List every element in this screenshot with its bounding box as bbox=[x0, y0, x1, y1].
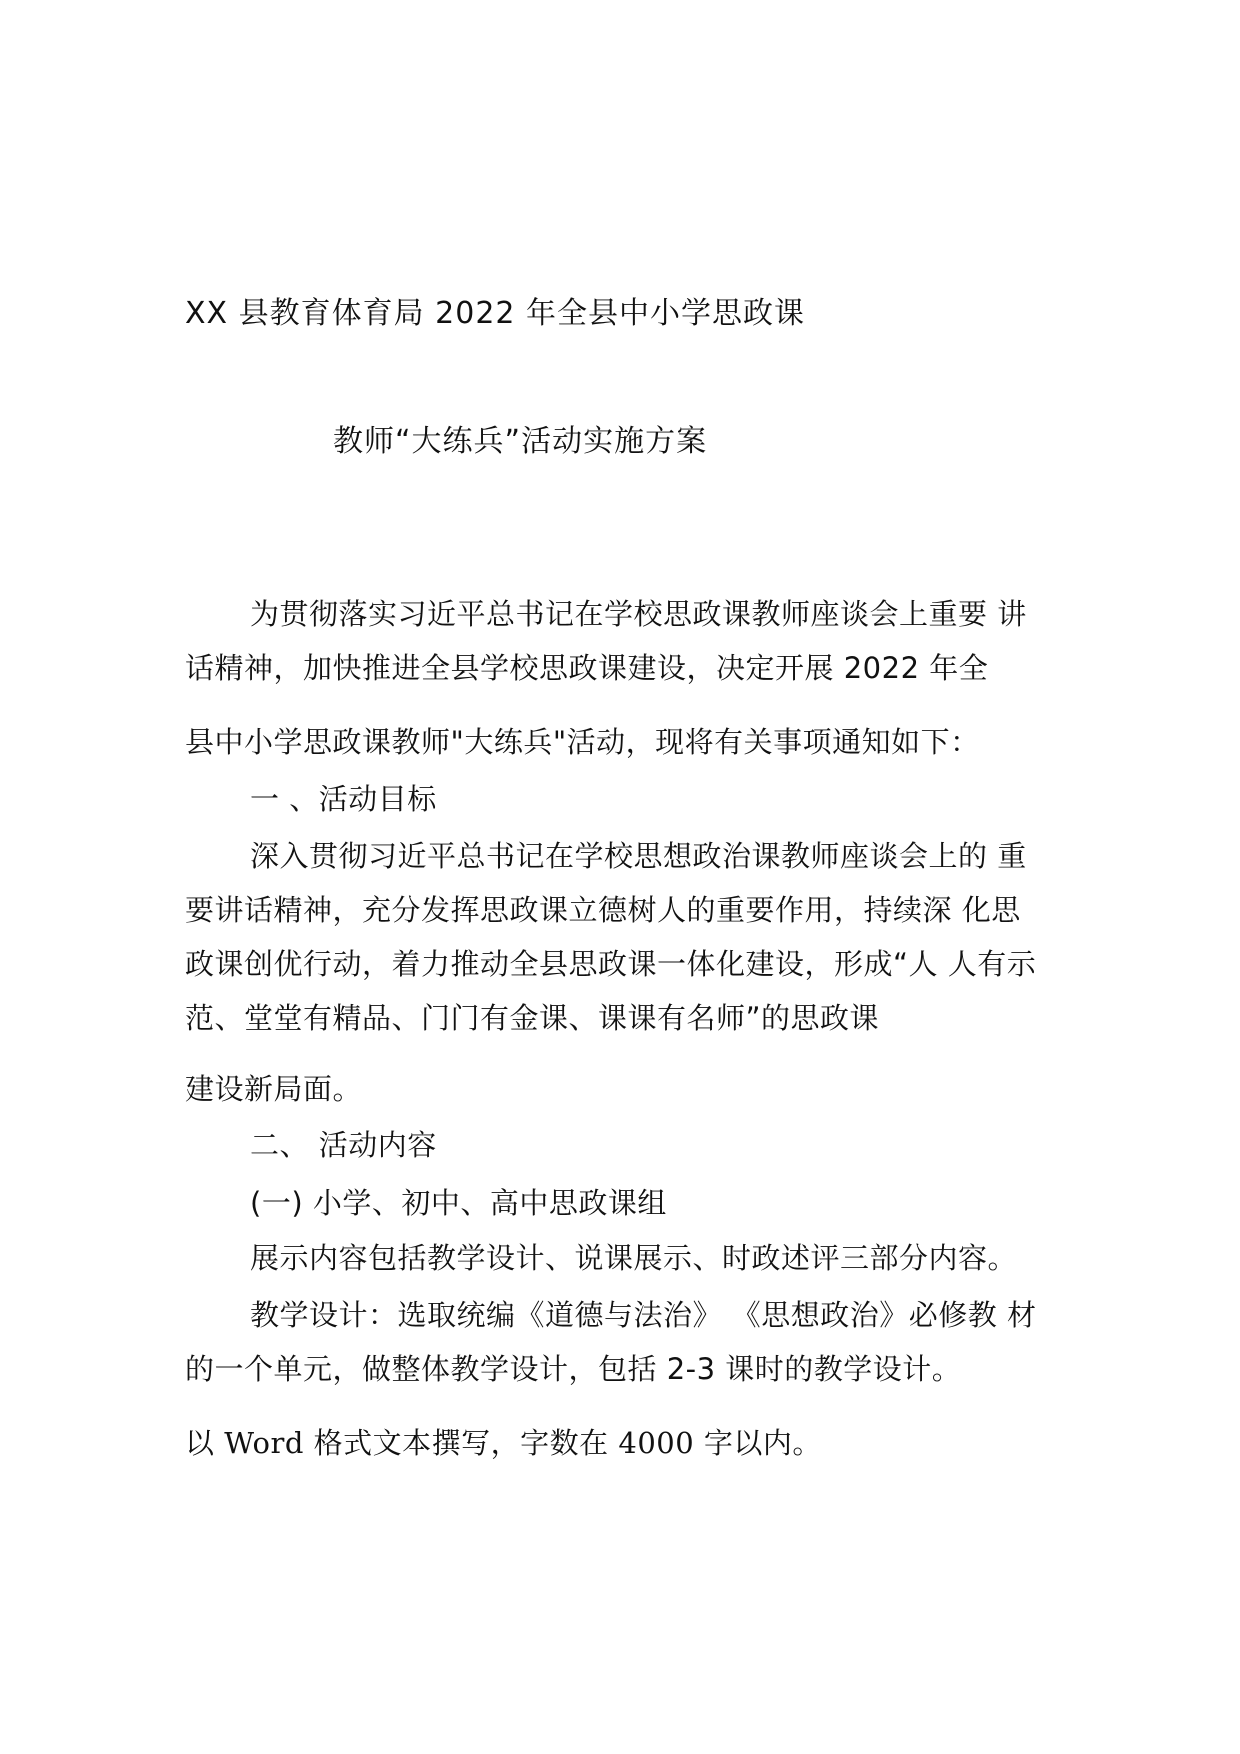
section-heading: 一 、活动目标 bbox=[250, 782, 437, 816]
body-line: 展示内容包括教学设计、说课展示、时政述评三部分内容。 bbox=[250, 1241, 1018, 1275]
body-line: 教学设计：选取统编《道德与法治》 《思想政治》必修教 材 bbox=[250, 1298, 1037, 1332]
body-line: 要讲话精神，充分发挥思政课立德树人的重要作用，持续深 化思 bbox=[185, 893, 1021, 927]
body-line: 范、堂堂有精品、门门有金课、课课有名师”的思政课 bbox=[185, 1001, 880, 1035]
body-line: 政课创优行动，着力推动全县思政课一体化建设，形成“人 人有示 bbox=[185, 947, 1037, 981]
body-line: 的一个单元，做整体教学设计，包括 2-3 课时的教学设计。 bbox=[185, 1352, 962, 1386]
document-title-line-1: XX 县教育体育局 2022 年全县中小学思政课 bbox=[185, 296, 806, 331]
body-line: 深入贯彻习近平总书记在学校思想政治课教师座谈会上的 重 bbox=[250, 839, 1027, 873]
body-line: 建设新局面。 bbox=[185, 1072, 363, 1106]
section-heading: 二、 活动内容 bbox=[250, 1128, 437, 1162]
document-title-line-2: 教师“大练兵”活动实施方案 bbox=[333, 424, 708, 459]
body-line: 以 Word 格式文本撰写，字数在 4000 字以内。 bbox=[185, 1426, 822, 1460]
body-line: 为贯彻落实习近平总书记在学校思政课教师座谈会上重要 讲 bbox=[250, 597, 1027, 631]
subsection-heading: (一) 小学、初中、高中思政课组 bbox=[250, 1186, 667, 1220]
body-line: 话精神，加快推进全县学校思政课建设，决定开展 2022 年全 bbox=[185, 651, 989, 685]
body-line: 县中小学思政课教师"大练兵"活动，现将有关事项通知如下： bbox=[185, 725, 980, 759]
